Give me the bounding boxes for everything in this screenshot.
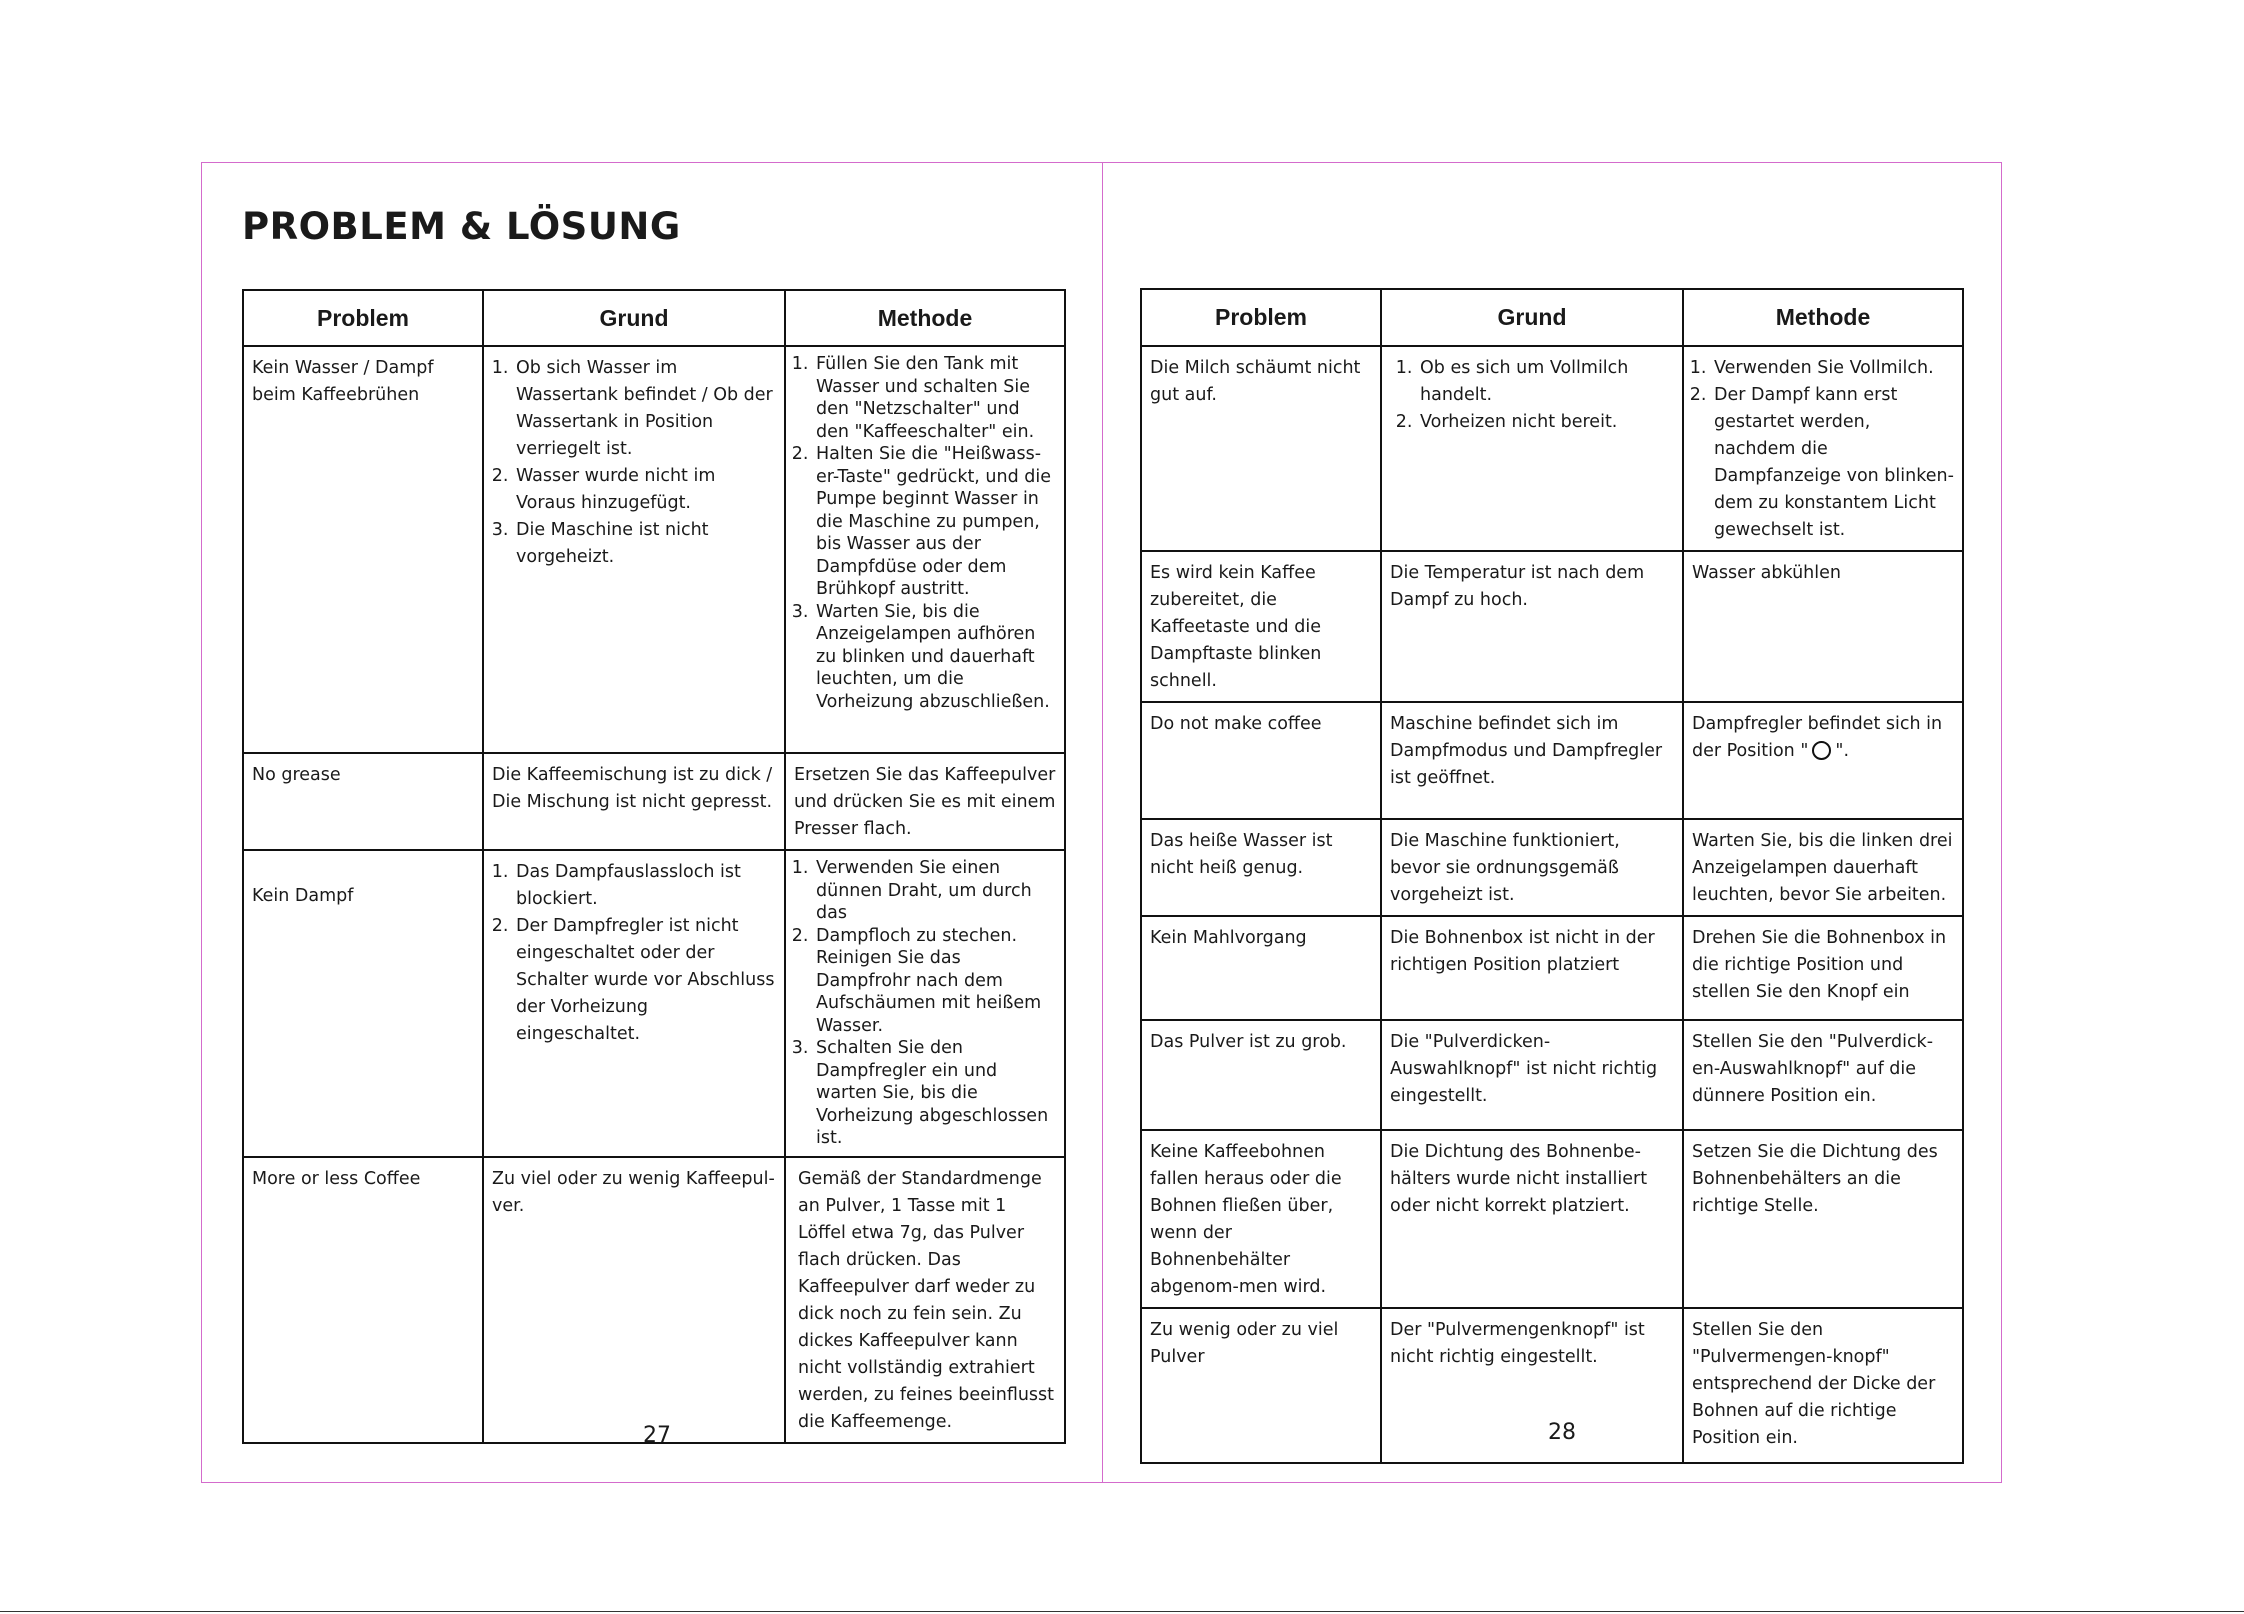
grund-cell: Die Temperatur ist nach dem Dampf zu hoch. bbox=[1381, 551, 1683, 702]
table-row bbox=[1141, 551, 1963, 702]
page-heading: PROBLEM & LÖSUNG bbox=[242, 205, 681, 248]
list-item: 2. Der Dampfregler ist nicht eingeschaltet oder der Schalter wurde vor Abschluss der Vorheizung eingeschaltet. bbox=[514, 913, 776, 1048]
problem-cell: Kein Wasser / Dampf beim Kaffeebrühen bbox=[243, 346, 483, 753]
header-methode: Methode bbox=[785, 290, 1065, 346]
methode-text: Dampfregler befindet sich in der Position " bbox=[1692, 714, 1943, 761]
methode-cell bbox=[1683, 346, 1963, 551]
problem-cell: No grease bbox=[243, 753, 483, 850]
list-item: 1. Füllen Sie den Tank mit Wasser und schalten Sie den "Netzschalter" und den "Kaffeeschalter" ein. bbox=[814, 353, 1056, 443]
problem-cell: Die Milch schäumt nicht gut auf. bbox=[1141, 346, 1381, 551]
table-row bbox=[243, 850, 1065, 1157]
ring-position-icon bbox=[1812, 741, 1831, 760]
list-item: 2. Der Dampf kann erst gestartet werden, nachdem die Dampfanzeige von blinken-dem zu konstantem Licht gewechselt ist. bbox=[1712, 382, 1954, 544]
problem-cell: Kein Mahlvorgang bbox=[1141, 916, 1381, 1020]
methode-cell: Ersetzen Sie das Kaffeepulver und drücken Sie es mit einem Presser flach. bbox=[785, 753, 1065, 850]
list-item: 2. Wasser wurde nicht im Voraus hinzugefügt. bbox=[514, 463, 776, 517]
troubleshooting-table-left bbox=[242, 289, 1066, 1444]
table-row bbox=[1141, 1020, 1963, 1130]
list-item: 3. Schalten Sie den Dampfregler ein und warten Sie, bis die Vorheizung abgeschlossen ist. bbox=[814, 1037, 1056, 1150]
methode-text: ". bbox=[1835, 741, 1850, 761]
list-item: 1. Ob es sich um Vollmilch handelt. bbox=[1418, 355, 1674, 409]
list-item: 2. Dampfloch zu stechen. Reinigen Sie das Dampfrohr nach dem Aufschäumen mit heißem Wasser. bbox=[814, 925, 1056, 1038]
grund-cell bbox=[483, 346, 785, 753]
header-problem: Problem bbox=[1141, 289, 1381, 346]
problem-cell: Zu wenig oder zu viel Pulver bbox=[1141, 1308, 1381, 1463]
table-row bbox=[243, 753, 1065, 850]
table-row bbox=[243, 346, 1065, 753]
table-row bbox=[243, 1157, 1065, 1443]
grund-cell bbox=[483, 850, 785, 1157]
header-grund: Grund bbox=[1381, 289, 1683, 346]
methode-cell: Setzen Sie die Dichtung des Bohnenbehälters an die richtige Stelle. bbox=[1683, 1130, 1963, 1308]
grund-cell: Die Dichtung des Bohnenbe-hälters wurde nicht installiert oder nicht korrekt platziert. bbox=[1381, 1130, 1683, 1308]
table-row bbox=[1141, 916, 1963, 1020]
page-number-right: 28 bbox=[1548, 1420, 1576, 1445]
page-number-left: 27 bbox=[643, 1423, 671, 1448]
table-header-row bbox=[243, 290, 1065, 346]
list-item: 1. Das Dampfauslassloch ist blockiert. bbox=[514, 859, 776, 913]
header-problem: Problem bbox=[243, 290, 483, 346]
methode-cell: Drehen Sie die Bohnenbox in die richtige Position und stellen Sie den Knopf ein bbox=[1683, 916, 1963, 1020]
grund-cell: Die Bohnenbox ist nicht in der richtigen Position platziert bbox=[1381, 916, 1683, 1020]
problem-cell: Das heiße Wasser ist nicht heiß genug. bbox=[1141, 819, 1381, 916]
list-item: 3. Die Maschine ist nicht vorgeheizt. bbox=[514, 517, 776, 571]
problem-cell: Es wird kein Kaffee zubereitet, die Kaffeetaste und die Dampftaste blinken schnell. bbox=[1141, 551, 1381, 702]
page-fold-line bbox=[1102, 162, 1103, 1483]
problem-cell: Kein Dampf bbox=[243, 850, 483, 1157]
header-grund: Grund bbox=[483, 290, 785, 346]
bottom-edge-line bbox=[0, 1611, 2244, 1612]
list-item: 1. Verwenden Sie einen dünnen Draht, um durch das bbox=[814, 857, 1056, 925]
grund-cell: Die "Pulverdicken-Auswahlknopf" ist nicht richtig eingestellt. bbox=[1381, 1020, 1683, 1130]
grund-cell: Der "Pulvermengenknopf" ist nicht richtig eingestellt. bbox=[1381, 1308, 1683, 1463]
problem-cell: Do not make coffee bbox=[1141, 702, 1381, 819]
table-row bbox=[1141, 702, 1963, 819]
methode-cell: Wasser abkühlen bbox=[1683, 551, 1963, 702]
problem-cell: Keine Kaffeebohnen fallen heraus oder die Bohnen fließen über, wenn der Bohnenbehälter abgenom-men wird. bbox=[1141, 1130, 1381, 1308]
list-item: 3. Warten Sie, bis die Anzeigelampen aufhören zu blinken und dauerhaft leuchten, um die Vorheizung abzuschließen. bbox=[814, 601, 1056, 714]
methode-cell bbox=[1683, 702, 1963, 819]
list-item: 2. Vorheizen nicht bereit. bbox=[1418, 409, 1674, 436]
problem-cell: Das Pulver ist zu grob. bbox=[1141, 1020, 1381, 1130]
grund-cell: Die Maschine funktioniert, bevor sie ordnungsgemäß vorgeheizt ist. bbox=[1381, 819, 1683, 916]
list-item: 1. Verwenden Sie Vollmilch. bbox=[1712, 355, 1954, 382]
methode-cell: Stellen Sie den "Pulverdick-en-Auswahlknopf" auf die dünnere Position ein. bbox=[1683, 1020, 1963, 1130]
list-item: 2. Halten Sie die "Heißwass-er-Taste" gedrückt, und die Pumpe beginnt Wasser in die Maschine zu pumpen, bis Wasser aus der Dampfdüse oder dem Brühkopf austritt. bbox=[814, 443, 1056, 601]
grund-cell bbox=[1381, 346, 1683, 551]
methode-cell bbox=[785, 346, 1065, 753]
methode-cell bbox=[785, 850, 1065, 1157]
table-row bbox=[1141, 819, 1963, 916]
troubleshooting-table-right bbox=[1140, 288, 1964, 1464]
grund-cell: Die Kaffeemischung ist zu dick / Die Mischung ist nicht gepresst. bbox=[483, 753, 785, 850]
table-header-row bbox=[1141, 289, 1963, 346]
methode-cell: Warten Sie, bis die linken drei Anzeigelampen dauerhaft leuchten, bevor Sie arbeiten. bbox=[1683, 819, 1963, 916]
grund-cell: Zu viel oder zu wenig Kaffeepul-ver. bbox=[483, 1157, 785, 1443]
methode-cell: Stellen Sie den "Pulvermengen-knopf" entsprechend der Dicke der Bohnen auf die richtige Position ein. bbox=[1683, 1308, 1963, 1463]
problem-cell: More or less Coffee bbox=[243, 1157, 483, 1443]
list-item: 1. Ob sich Wasser im Wassertank befindet / Ob der Wassertank in Position verriegelt ist. bbox=[514, 355, 776, 463]
table-row bbox=[1141, 346, 1963, 551]
table-row bbox=[1141, 1130, 1963, 1308]
grund-cell: Maschine befindet sich im Dampfmodus und Dampfregler ist geöffnet. bbox=[1381, 702, 1683, 819]
methode-cell: Gemäß der Standardmenge an Pulver, 1 Tasse mit 1 Löffel etwa 7g, das Pulver flach drücken. Das Kaffeepulver darf weder zu dick noch zu fein sein. Zu dickes Kaffeepulver kann nicht vollständig extrahiert werden, zu feines beeinflusst die Kaffeemenge. bbox=[785, 1157, 1065, 1443]
header-methode: Methode bbox=[1683, 289, 1963, 346]
